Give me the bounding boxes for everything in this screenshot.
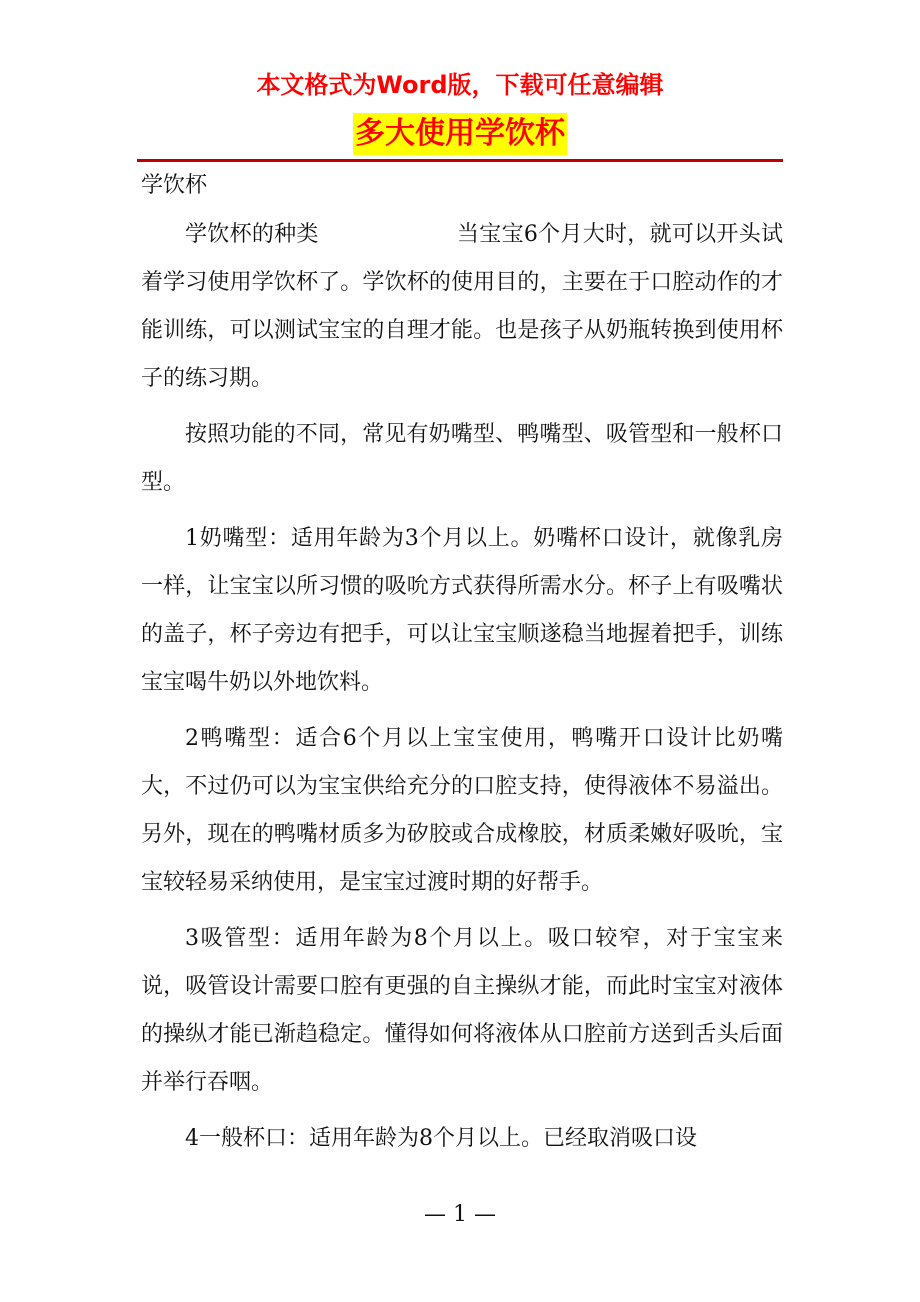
section-label: 学饮杯的种类 bbox=[185, 222, 319, 247]
paragraph: 1奶嘴型：适用年龄为3个月以上。奶嘴杯口设计，就像乳房一样，让宝宝以所习惯的吸吮方式获得所需水分。杯子上有吸嘴状的盖子，杯子旁边有把手，可以让宝宝顺遂稳当地握着把手，训练宝宝喝牛奶以外地饮料。 bbox=[141, 526, 783, 695]
title-divider bbox=[137, 159, 783, 162]
section-heading: 学饮杯 bbox=[141, 173, 208, 198]
paragraph: 3吸管型：适用年龄为8个月以上。吸口较窄，对于宝宝来说，吸管设计需要口腔有更强的自主操纵才能，而此时宝宝对液体的操纵才能已渐趋稳定。懂得如何将液体从口腔前方送到舌头后面并举行吞咽。 bbox=[141, 926, 783, 1095]
paragraph bbox=[141, 211, 783, 403]
document-body bbox=[141, 211, 783, 1171]
paragraph-text: 当宝宝6个月大时，就可以开头试着学习使用学饮杯了。学饮杯的使用目的，主要在于口腔动作的才能训练，可以测试宝宝的自理才能。也是孩子从奶瓶转换到使用杯子的练习期。 bbox=[141, 222, 783, 391]
document-title: 多大使用学饮杯 bbox=[353, 113, 567, 155]
paragraph: 按照功能的不同，常见有奶嘴型、鸭嘴型、吸管型和一般杯口型。 bbox=[141, 422, 783, 495]
title-container bbox=[0, 113, 920, 155]
format-notice: 本文格式为Word版，下载可任意编辑 bbox=[256, 71, 664, 99]
paragraph: 2鸭嘴型：适合6个月以上宝宝使用，鸭嘴开口设计比奶嘴大，不过仍可以为宝宝供给充分的口腔支持，使得液体不易溢出。另外，现在的鸭嘴材质多为矽胶或合成橡胶，材质柔嫩好吸吮，宝宝较轻易采纳使用，是宝宝过渡时期的好帮手。 bbox=[141, 726, 783, 895]
paragraph: 4一般杯口：适用年龄为8个月以上。已经取消吸口设 bbox=[185, 1126, 697, 1151]
page-number: — 1 — bbox=[424, 1202, 496, 1227]
